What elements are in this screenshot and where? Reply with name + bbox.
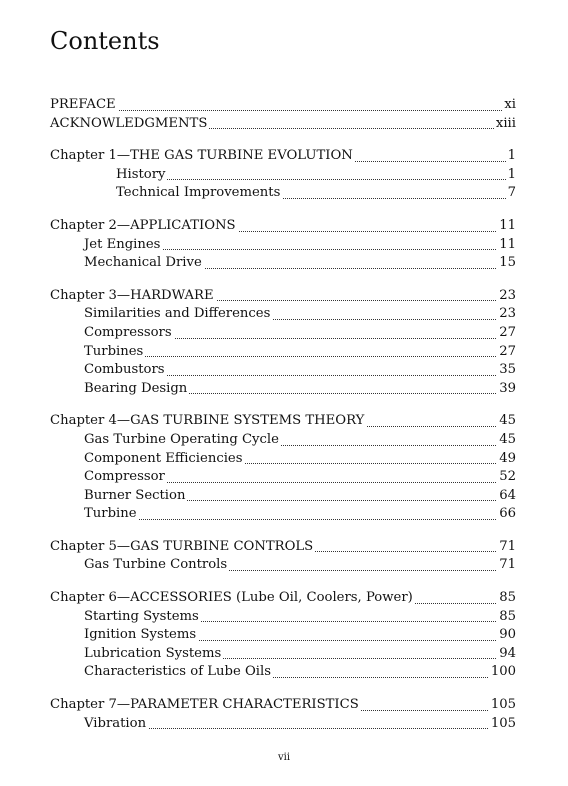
toc-entry-title: Lubrication Systems [84, 645, 223, 664]
toc-entry-title: Chapter 7—PARAMETER CHARACTERISTICS [50, 696, 361, 715]
toc-entry-title: History [116, 166, 167, 185]
toc-entry-page: 85 [497, 608, 516, 627]
toc-entry-page: 1 [506, 147, 516, 166]
toc-entry-title: Gas Turbine Controls [84, 556, 229, 575]
toc-subentry[interactable] [50, 715, 516, 734]
toc-entry-page: 39 [497, 380, 516, 399]
toc-entry[interactable] [50, 696, 516, 715]
toc-entry[interactable] [50, 147, 516, 166]
toc-entry-title: Gas Turbine Operating Cycle [84, 431, 281, 450]
toc-entry[interactable] [50, 217, 516, 236]
toc-entry-title: Bearing Design [84, 380, 189, 399]
toc-entry-page: 90 [497, 626, 516, 645]
toc-entry[interactable] [50, 412, 516, 431]
table-of-contents [50, 96, 516, 733]
toc-subentry[interactable] [50, 305, 516, 324]
toc-entry-title: ACKNOWLEDGMENTS [50, 115, 209, 134]
toc-entry-page: 85 [497, 589, 516, 608]
toc-subentry[interactable] [50, 361, 516, 380]
toc-entry-page: 66 [497, 505, 516, 524]
toc-entry-page: 71 [497, 538, 516, 557]
toc-subentry[interactable] [50, 254, 516, 273]
page-number: vii [277, 752, 291, 763]
toc-entry-title: Chapter 2—APPLICATIONS [50, 217, 238, 236]
section-gap [50, 575, 516, 589]
toc-entry-title: Compressors [84, 324, 174, 343]
toc-entry-title: PREFACE [50, 96, 118, 115]
toc-entry-page: 100 [489, 663, 516, 682]
toc-entry-title: Chapter 6—ACCESSORIES (Lube Oil, Coolers, Power) [50, 589, 415, 608]
toc-entry-title: Similarities and Differences [84, 305, 272, 324]
toc-subentry[interactable] [50, 166, 516, 185]
toc-entry-title: Technical Improvements [116, 184, 282, 203]
toc-entry-title: Mechanical Drive [84, 254, 204, 273]
toc-entry-page: 52 [497, 468, 516, 487]
page-title: Contents [50, 27, 160, 55]
dot-leader [116, 179, 516, 180]
toc-entry-page: 94 [497, 645, 516, 664]
toc-entry-page: 15 [497, 254, 516, 273]
toc-entry-page: 11 [497, 236, 516, 255]
toc-entry-title: Chapter 3—HARDWARE [50, 287, 216, 306]
toc-entry-title: Characteristics of Lube Oils [84, 663, 273, 682]
toc-subentry[interactable] [50, 626, 516, 645]
toc-entry-page: 49 [497, 450, 516, 469]
toc-entry-page: 27 [497, 324, 516, 343]
toc-entry-page: 71 [497, 556, 516, 575]
toc-entry-title: Starting Systems [84, 608, 201, 627]
toc-entry-page: xi [502, 96, 516, 115]
dot-leader [50, 110, 516, 111]
toc-entry-title: Component Efficiencies [84, 450, 245, 469]
toc-entry-page: 23 [497, 287, 516, 306]
toc-entry-page: 1 [506, 166, 516, 185]
toc-subentry[interactable] [50, 487, 516, 506]
toc-entry[interactable] [50, 589, 516, 608]
toc-subentry[interactable] [50, 380, 516, 399]
dot-leader [84, 728, 516, 729]
toc-entry-title: Compressor [84, 468, 167, 487]
toc-entry-page: 11 [497, 217, 516, 236]
toc-entry-page: 7 [506, 184, 516, 203]
toc-entry-title: Combustors [84, 361, 167, 380]
toc-entry-title: Chapter 1—THE GAS TURBINE EVOLUTION [50, 147, 355, 166]
toc-entry-title: Jet Engines [84, 236, 162, 255]
toc-entry-title: Ignition Systems [84, 626, 198, 645]
toc-entry-page: 105 [489, 696, 516, 715]
toc-entry-title: Burner Section [84, 487, 187, 506]
toc-subentry[interactable] [50, 663, 516, 682]
toc-entry-title: Turbine [84, 505, 139, 524]
toc-entry-title: Chapter 5—GAS TURBINE CONTROLS [50, 538, 315, 557]
toc-subentry[interactable] [50, 343, 516, 362]
toc-entry-page: 64 [497, 487, 516, 506]
toc-subentry[interactable] [50, 236, 516, 255]
toc-entry-page: 35 [497, 361, 516, 380]
toc-entry-title: Chapter 4—GAS TURBINE SYSTEMS THEORY [50, 412, 366, 431]
section-gap [50, 203, 516, 217]
section-gap [50, 398, 516, 412]
toc-entry-page: 45 [497, 412, 516, 431]
toc-entry-title: Turbines [84, 343, 145, 362]
toc-entry[interactable] [50, 96, 516, 115]
toc-entry-page: 45 [497, 431, 516, 450]
toc-entry[interactable] [50, 115, 516, 134]
toc-entry[interactable] [50, 287, 516, 306]
toc-entry-page: 105 [489, 715, 516, 734]
toc-subentry[interactable] [50, 431, 516, 450]
section-gap [50, 524, 516, 538]
toc-entry-title: Vibration [84, 715, 148, 734]
toc-entry-page: xiii [494, 115, 516, 134]
toc-subentry[interactable] [50, 450, 516, 469]
dot-leader [84, 519, 516, 520]
toc-subentry[interactable] [50, 184, 516, 203]
toc-subentry[interactable] [50, 608, 516, 627]
section-gap [50, 133, 516, 147]
toc-entry[interactable] [50, 538, 516, 557]
toc-subentry[interactable] [50, 556, 516, 575]
toc-entry-page: 23 [497, 305, 516, 324]
dot-leader [84, 356, 516, 357]
toc-entry-page: 27 [497, 343, 516, 362]
section-gap [50, 682, 516, 696]
toc-subentry[interactable] [50, 645, 516, 664]
toc-subentry[interactable] [50, 468, 516, 487]
toc-subentry[interactable] [50, 505, 516, 524]
section-gap [50, 273, 516, 287]
toc-subentry[interactable] [50, 324, 516, 343]
